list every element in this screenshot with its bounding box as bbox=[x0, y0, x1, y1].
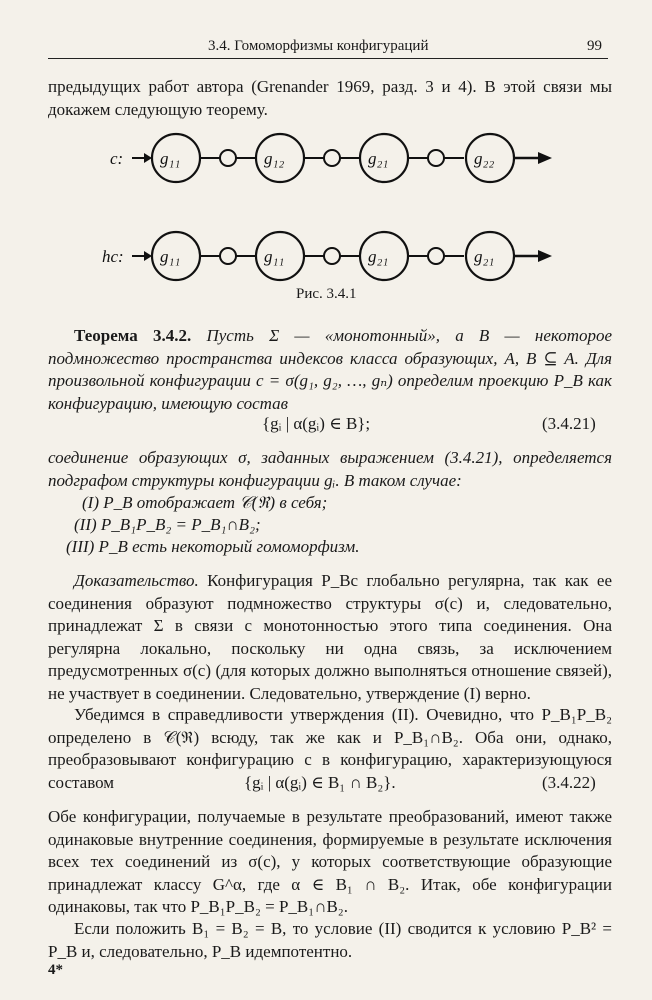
intro-paragraph: предыдущих работ автора (Grenander 1969, разд. 3 и 4). В этой связи мы докажем следующую теорему. bbox=[48, 77, 612, 119]
header-rule bbox=[48, 58, 608, 59]
row2-label: hc: bbox=[102, 247, 124, 266]
node-label: g₁₁ bbox=[160, 247, 181, 266]
connector-node bbox=[220, 248, 236, 264]
proof-paragraph-1 bbox=[48, 570, 612, 705]
figure-3-4-1 bbox=[100, 124, 560, 284]
node-label: g₂₁ bbox=[368, 247, 389, 266]
theorem-item-2: (II) P_B₁P_B₂ = P_B₁∩B₂; bbox=[74, 515, 261, 534]
node-label: g₁₁ bbox=[264, 247, 285, 266]
running-header bbox=[48, 36, 608, 58]
section-title: 3.4. Гомоморфизмы конфигураций bbox=[208, 38, 429, 54]
equation-number: (3.4.21) bbox=[542, 414, 596, 433]
row1-label: c: bbox=[110, 149, 124, 168]
node-label: g₂₁ bbox=[368, 149, 389, 168]
theorem-item-1: (I) P_B отображает 𝒞(ℜ) в себя; bbox=[82, 493, 328, 512]
page-number: 99 bbox=[587, 38, 602, 54]
connector-node bbox=[324, 248, 340, 264]
node-label: g₁₁ bbox=[160, 149, 181, 168]
theorem-continuation: соединение образующих σ, заданных выражением (3.4.21), определяется подграфом структуры конфигурации gᵢ. В таком случае: bbox=[48, 448, 612, 490]
signature-mark: 4* bbox=[48, 962, 63, 978]
theorem-statement: Пусть Σ — «монотонный», а B — некоторое подмножество пространства индексов класса образующих, A, B ⊆ A. Для произвольной конфигурации c = σ(g₁, g₂, …, gₙ) определим проекцию P_B как конфигурацию, имеющую состав bbox=[48, 326, 613, 413]
connector-node bbox=[324, 150, 340, 166]
node-label: g₂₁ bbox=[474, 247, 495, 266]
node-label: g₁₂ bbox=[264, 149, 285, 168]
connector-node bbox=[220, 150, 236, 166]
proof-text-2: Убедимся в справедливости утверждения (II). Очевидно, что P_B₁P_B₂ определено в 𝒞(ℜ) всюду, так же как и P_B₁∩B₂. Оба они, однако, преобразовывают конфигурацию c в конфигурацию, характеризующуюся составом bbox=[48, 705, 612, 792]
theorem-item-3: (III) P_B есть некоторый гомоморфизм. bbox=[66, 537, 360, 556]
connector-node bbox=[428, 248, 444, 264]
proof-text-1: Конфигурация P_Bc глобально регулярна, так как ее соединения образуют подмножество структуры σ(c) и, следовательно, принадлежат Σ в связи с монотонностью этого типа соединения. Она регулярна локально, поскольку ни одна связь, за исключением предусмотренных σ(c) (для которых должно выполняться отношение связей), не участвует в соединении. Следовательно, утверждение (I) верно. bbox=[48, 571, 613, 703]
proof-text-4: Если положить B₁ = B₂ = B, то условие (II) сводится к условию P_B² = P_B и, следовательно, P_B идемпотентно. bbox=[48, 919, 612, 961]
connector-node bbox=[428, 150, 444, 166]
theorem-heading: Теорема 3.4.2. bbox=[74, 326, 192, 345]
equation-number: (3.4.22) bbox=[542, 773, 596, 792]
proof-paragraph-3 bbox=[48, 806, 612, 919]
figure-caption: Рис. 3.4.1 bbox=[296, 286, 357, 302]
theorem-block bbox=[48, 325, 612, 415]
proof-text-3: Обе конфигурации, получаемые в результате преобразований, имеют также одинаковые внутренние соединения, формируемые в результате исключения всех тех соединений из σ(c), у которых соответствующие образующие принадлежат классу G^α, где α ∈ B₁ ∩ B₂. Итак, обе конфигурации одинаковы, так что P_B₁P_B₂ = P_B₁∩B₂. bbox=[48, 807, 612, 916]
proof-paragraph-4 bbox=[48, 918, 612, 963]
equation-3-4-22: {gᵢ | α(gᵢ) ∈ B₁ ∩ B₂}. bbox=[244, 773, 396, 792]
proof-label: Доказательство. bbox=[74, 571, 199, 590]
node-label: g₂₂ bbox=[474, 149, 495, 168]
equation-3-4-21: {gᵢ | α(gᵢ) ∈ B}; bbox=[262, 414, 371, 433]
